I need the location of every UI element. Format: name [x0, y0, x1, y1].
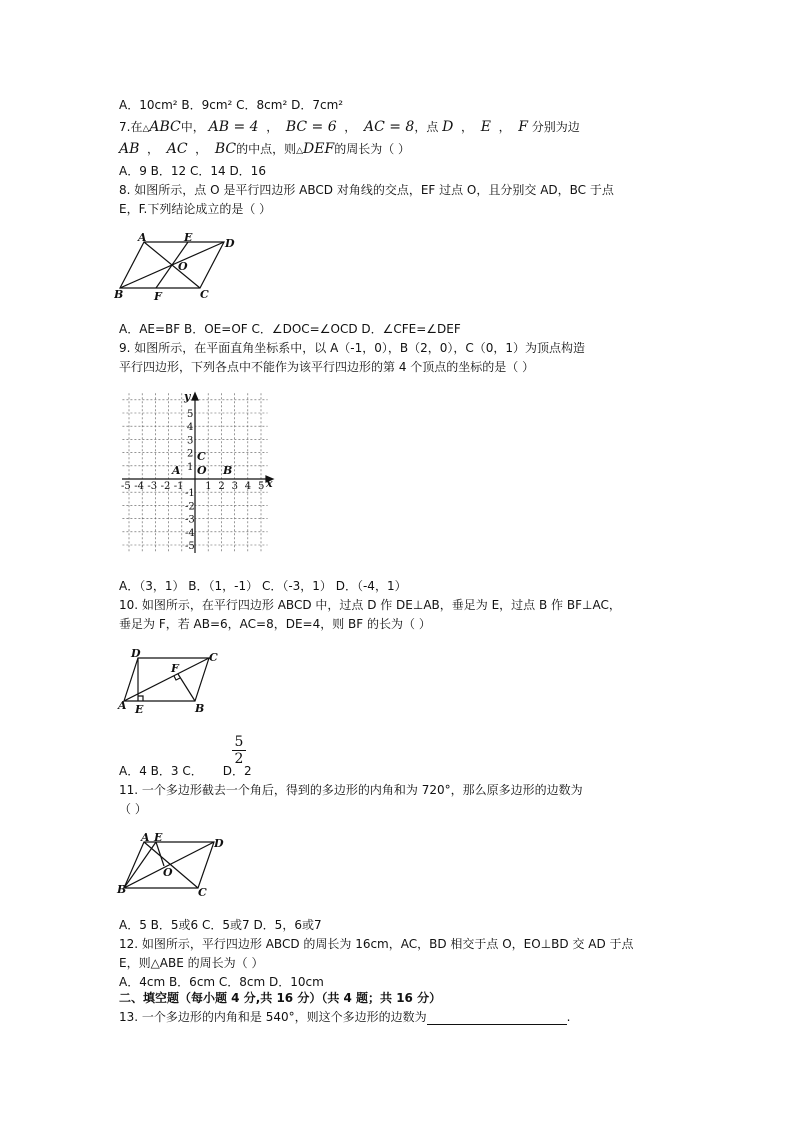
q12-line2: E，则△ABE 的周长为（ ）: [119, 956, 264, 970]
q13-line: 13. 一个多边形的内角和是 540°，则这个多边形的边数为 .: [119, 1010, 571, 1024]
q8-label-f: F: [154, 290, 162, 303]
q8-parallelogram-figure: [114, 230, 240, 304]
q10-label-e: E: [135, 703, 144, 716]
q7-line1: 7.在△ABC中， AB = 4 ， BC = 6 ， AC = 8，点 D ， E ， F 分别为边: [119, 119, 580, 135]
x-tick-label: 5: [258, 481, 265, 492]
y-tick-label: -3: [185, 514, 195, 526]
q8-line1: 8. 如图所示，点 O 是平行四边形 ABCD 对角线的交点，EF 过点 O，且分别交 AD，BC 于点: [119, 183, 614, 197]
q6-options: A．10cm² B．9cm² C．8cm² D．7cm²: [119, 98, 344, 112]
q8-label-b: B: [114, 288, 124, 301]
y-tick-label: -2: [185, 501, 195, 513]
q10-line2: 垂足为 F，若 AB=6，AC=8，DE=4，则 BF 的长为（ ）: [119, 617, 431, 631]
q9-coordinate-grid-figure: [118, 390, 278, 556]
q11-label-d: D: [214, 837, 224, 850]
q8-label-o: O: [178, 260, 188, 273]
q10-label-a: A: [118, 699, 127, 712]
y-tick-label: 5: [187, 409, 194, 420]
x-tick-label: -2: [160, 481, 171, 492]
q11-parallelogram-figure: [114, 830, 232, 898]
q10-label-f: F: [171, 662, 179, 675]
q9-axis-y-label: y: [184, 390, 191, 403]
q9-label-c: C: [197, 450, 206, 463]
x-tick-label: -1: [173, 481, 184, 492]
q10-label-b: B: [195, 702, 205, 715]
q9-label-a: A: [172, 464, 181, 477]
q11-line2: （ ）: [119, 802, 147, 816]
q11-label-c: C: [198, 886, 207, 898]
q10-fraction-five-halves: $\frac{5}{2}$: [232, 734, 246, 767]
section-fill-in-heading: 二、填空题（每小题 4 分,共 16 分）（共 4 题；共 16 分）: [119, 991, 442, 1005]
q7-options: A．9 B．12 C．14 D．16: [119, 164, 266, 178]
q11-line1: 11. 一个多边形截去一个角后，得到的多边形的内角和为 720°，那么原多边形的边数为: [119, 783, 583, 797]
x-tick-label: 4: [244, 481, 252, 492]
q9-line1: 9. 如图所示，在平面直角坐标系中，以 A（-1，0），B（2，0），C（0，1）为顶点构造: [119, 341, 586, 355]
q11-label-b: B: [117, 883, 127, 896]
q8-label-e: E: [184, 231, 193, 244]
x-tick-label: 3: [231, 481, 238, 492]
q11-options: A．5 B．5或6 C．5或7 D．5，6或7: [119, 918, 322, 932]
q9-options: A．（3，1） B．（1，-1） C．（-3，1） D．（-4，1）: [119, 579, 407, 593]
y-tick-label: -1: [185, 488, 195, 500]
q10-parallelogram-figure: [114, 646, 224, 716]
y-tick-label: 3: [187, 435, 194, 447]
x-tick-label: -5: [121, 481, 131, 492]
q11-label-o: O: [163, 866, 173, 879]
q7-line2: AB ， AC ， BC的中点，则△DEF的周长为（ ）: [119, 141, 411, 157]
y-tick-label: 4: [187, 422, 194, 434]
q8-label-a: A: [138, 231, 147, 244]
x-tick-label: 2: [218, 481, 225, 492]
q9-line2: 平行四边形，下列各点中不能作为该平行四边形的第 4 个顶点的坐标的是（ ）: [119, 360, 535, 374]
q9-axis-x-label: x: [266, 477, 273, 490]
q9-label-o: O: [197, 464, 207, 477]
q12-line1: 12. 如图所示，平行四边形 ABCD 的周长为 16cm，AC，BD 相交于点 O，EO⊥BD 交 AD 于点: [119, 937, 634, 951]
x-tick-label: 1: [205, 481, 212, 492]
q10-line1: 10. 如图所示，在平行四边形 ABCD 中，过点 D 作 DE⊥AB，垂足为 E，过点 B 作 BF⊥AC，: [119, 598, 621, 612]
q13-answer-blank[interactable]: [427, 1012, 567, 1025]
q8-label-c: C: [200, 288, 209, 301]
q8-options: A．AE=BF B．OE=OF C．∠DOC=∠OCD D．∠CFE=∠DEF: [119, 322, 461, 336]
q11-label-e: E: [154, 831, 163, 844]
q10-label-d: D: [131, 647, 141, 660]
y-tick-label: -4: [185, 527, 195, 539]
x-tick-label: -4: [134, 481, 144, 492]
q8-label-d: D: [225, 237, 235, 250]
y-tick-label: -5: [185, 541, 195, 552]
y-tick-label: 2: [187, 448, 194, 460]
q8-line2: E，F.下列结论成立的是（ ）: [119, 202, 272, 216]
q12-options: A．4cm B．6cm C．8cm D．10cm: [119, 975, 324, 989]
q10-label-c: C: [209, 651, 218, 664]
q9-label-b: B: [223, 464, 233, 477]
x-tick-label: -3: [147, 481, 158, 492]
q10-options: A．4 B．3 C． D．2: [119, 764, 252, 778]
y-tick-label: 1: [187, 461, 194, 473]
q11-label-a: A: [141, 831, 150, 844]
